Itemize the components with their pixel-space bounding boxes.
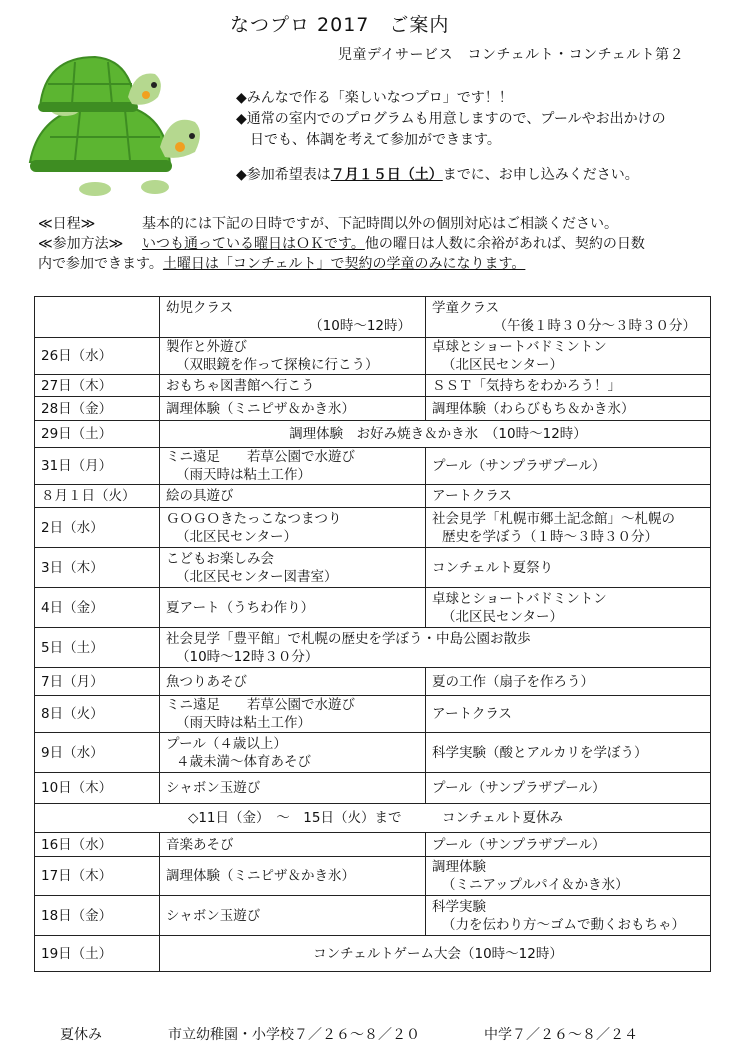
day-cell: 27日（木） [35,375,160,397]
day-cell: 10日（木） [35,773,160,804]
merged-activity-cell [160,628,711,668]
info-block [38,214,703,274]
activity-line: 卓球とショートバドミントン [432,339,607,355]
day-cell: 4日（金） [35,588,160,628]
activity-line: 歴史を学ぼう（１時～３時３０分） [442,528,658,545]
activity-line: ミニ遠足 若草公園で水遊び [166,697,355,713]
deadline-date: ７月１５日（土） [330,167,443,183]
kids-activity-cell [160,773,426,804]
table-row [35,338,711,375]
activity-line: 夏の工作（扇子を作ろう） [432,673,594,690]
activity-line: アートクラス [432,706,512,722]
kids-activity-cell [160,833,426,857]
activity-line: （双眼鏡を作って探検に行こう） [176,357,379,373]
activity-line: こどもお楽しみ会 [166,550,274,567]
activity-line: 調理体験（ミニピザ＆かき氷） [166,400,355,417]
organization-name: 児童デイサービス コンチェルト・コンチェルト第２ [338,47,685,63]
schedule-label: ≪日程≫ [38,216,96,232]
note-line: 日でも、体調を考えて参加ができます。 [250,132,501,148]
activity-line: コンチェルト夏祭り [432,559,554,576]
kids-activity-cell [160,696,426,733]
day-cell: 26日（水） [35,338,160,375]
turtle-illustration [20,52,210,197]
table-row [35,485,711,508]
activity-line: 調理体験（わらびもち＆かき氷） [432,400,635,417]
table-row [35,508,711,548]
header-day-cell [35,297,160,338]
activity-line: プール（サンプラザプール） [432,458,606,474]
kids-activity-cell [160,397,426,421]
saturday-note: 土曜日は「コンチェルト」で契約の学童のみになります。 [162,256,526,272]
day-cell: 9日（水） [35,733,160,773]
activity-line: 夏アート（うちわ作り） [166,599,315,616]
day-cell: 31日（月） [35,448,160,485]
table-row [35,588,711,628]
day-cell: 19日（土） [35,936,160,972]
table-row [35,857,711,896]
table-row [35,896,711,936]
kids-activity-cell [160,733,426,773]
table-row [35,696,711,733]
school-class-title: 学童クラス [432,300,500,316]
activity-line: （雨天時は粘土工作） [176,467,311,483]
table-row [35,804,711,833]
notes-block [236,88,666,186]
school-activity-cell [426,857,711,896]
table-row [35,733,711,773]
kids-activity-cell [160,896,426,936]
header-kids-cell [160,297,426,338]
school-activity-cell [426,733,711,773]
day-cell: 7日（月） [35,668,160,696]
page-title: なつプロ 2017 ご案内 [230,14,450,36]
activity-line: プール（サンプラザプール） [432,836,606,853]
participation-ok: いつも通っている曜日はＯＫです。 [142,236,365,252]
activity-line: 魚つりあそび [166,673,247,690]
table-header-row [35,297,711,338]
footer-elementary: 市立幼稚園・小学校７／２６～８／２０ [168,1027,420,1043]
activity-line: 卓球とショートバドミントン [432,590,607,607]
kids-activity-cell [160,485,426,508]
day-cell: 18日（金） [35,896,160,936]
table-row [35,448,711,485]
activity-line: （ミニアップルパイ＆かき氷） [442,877,629,893]
school-activity-cell [426,338,711,375]
activity-line: シャボン玉遊び [166,780,261,796]
activity-line: ４歳未満～体育あそび [176,753,311,770]
activity-line: （10時～12時３０分） [176,648,319,665]
school-activity-cell [426,548,711,588]
table-row [35,397,711,421]
table-row [35,628,711,668]
activity-line: （北区民センター） [442,357,563,373]
activity-line: （雨天時は粘土工作） [176,715,311,731]
day-cell: 17日（木） [35,857,160,896]
activity-line: 科学実験 [432,898,486,915]
activity-line: おもちゃ図書館へ行こう [166,377,315,394]
top-turtle [38,57,161,116]
day-cell: 5日（土） [35,628,160,668]
day-cell: 8日（火） [35,696,160,733]
activity-line: 音楽あそび [166,836,234,853]
activity-line: 製作と外遊び [166,339,247,355]
note-line: ◆通常の室内でのプログラムも用意しますので、プールやお出かけの [236,111,666,127]
school-activity-cell [426,508,711,548]
school-activity-cell [426,397,711,421]
activity-line: 調理体験（ミニピザ＆かき氷） [166,868,355,884]
schedule-table [34,296,711,972]
school-activity-cell [426,448,711,485]
activity-line: ＳＳＴ「気持ちをわかろう！」 [432,377,621,394]
table-row [35,668,711,696]
day-cell: 28日（金） [35,397,160,421]
deadline-prefix: ◆参加希望表は [236,167,331,183]
participation-label: ≪参加方法≫ [38,236,124,252]
day-cell: 3日（木） [35,548,160,588]
schedule-table-body [35,297,711,972]
activity-line: シャボン玉遊び [166,907,261,924]
kids-activity-cell [160,375,426,397]
deadline-suffix: までに、お申し込みください。 [442,167,639,183]
footer-label: 夏休み [60,1027,102,1043]
kids-activity-cell [160,668,426,696]
table-row [35,833,711,857]
kids-activity-cell [160,338,426,375]
kids-activity-cell [160,448,426,485]
activity-line: 社会見学「豊平館」で札幌の歴史を学ぼう・中島公園お散歩 [166,630,531,647]
activity-line: プール（サンプラザプール） [432,780,606,796]
school-activity-cell [426,896,711,936]
activity-line: （北区民センター） [176,528,297,545]
table-row [35,773,711,804]
school-activity-cell [426,375,711,397]
table-row [35,936,711,972]
participation-text2: 内で参加できます。 [38,256,163,272]
note-line: ◆みんなで作る「楽しいなつプロ」です！！ [236,90,513,106]
kids-activity-cell [160,588,426,628]
holiday-cell: ◇11日（金） ～ 15日（火）まで コンチェルト夏休み [35,804,711,833]
activity-line: 調理体験 [432,859,486,875]
activity-line: （力を伝わり方～ゴムで動くおもちゃ） [442,916,685,933]
school-class-time: （午後１時３０分～３時３０分） [493,318,696,334]
activity-line: ＧＯＧＯきたっこなつまつり [166,510,342,527]
footer-junior: 中学７／２６～８／２４ [484,1027,638,1043]
school-activity-cell [426,588,711,628]
kids-class-time: （10時～12時） [309,318,411,334]
activity-line: （北区民センター図書室） [176,568,338,585]
participation-info [38,234,703,254]
table-row [35,421,711,448]
school-activity-cell [426,668,711,696]
deadline-line [236,165,666,186]
table-row [35,548,711,588]
school-activity-cell [426,773,711,804]
day-cell: ８月１日（火） [35,485,160,508]
header-school-cell [426,297,711,338]
activity-line: 絵の具遊び [166,488,234,504]
table-row [35,375,711,397]
merged-activity-cell: 調理体験 お好み焼き＆かき氷 （10時～12時） [160,421,711,448]
participation-text1: 他の曜日は人数に余裕があれば、契約の日数 [364,236,645,252]
kids-activity-cell [160,548,426,588]
day-cell: 2日（水） [35,508,160,548]
schedule-text: 基本的には下記の日時ですが、下記時間以外の個別対応はご相談ください。 [142,216,618,232]
kids-activity-cell [160,857,426,896]
activity-line: ミニ遠足 若草公園で水遊び [166,449,355,465]
kids-class-title: 幼児クラス [166,300,234,316]
activity-line: 科学実験（酸とアルカリを学ぼう） [432,744,648,761]
schedule-info [38,214,703,234]
activity-line: プール（４歳以上） [166,735,287,752]
participation-info-2 [38,254,703,274]
bottom-turtle [30,104,200,196]
school-activity-cell [426,485,711,508]
activity-line: アートクラス [432,488,512,504]
day-cell: 29日（土） [35,421,160,448]
merged-activity-cell: コンチェルトゲーム大会（10時～12時） [160,936,711,972]
kids-activity-cell [160,508,426,548]
day-cell: 16日（水） [35,833,160,857]
activity-line: （北区民センター） [442,608,563,625]
school-activity-cell [426,696,711,733]
school-activity-cell [426,833,711,857]
activity-line: 社会見学「札幌市郷土記念館」～札幌の [432,510,675,527]
